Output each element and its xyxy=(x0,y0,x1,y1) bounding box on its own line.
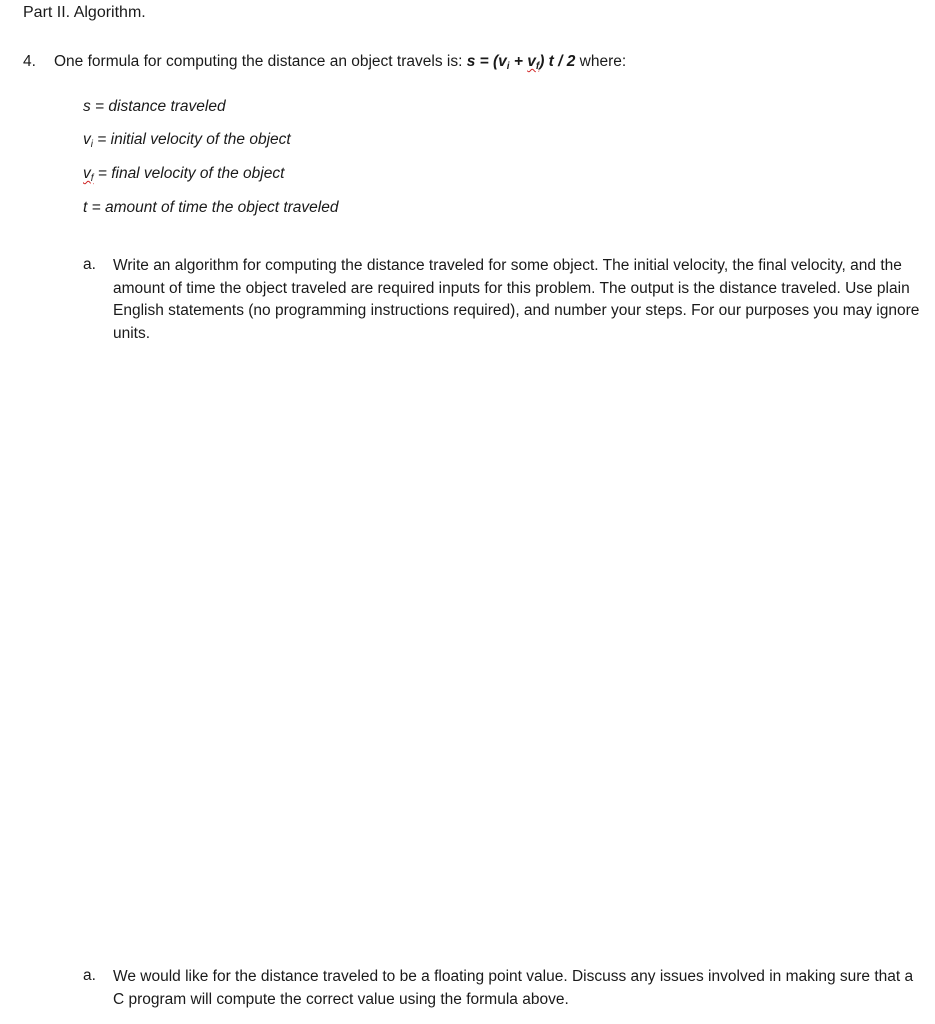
definition-s-symbol: s xyxy=(83,98,91,115)
part-b-text: We would like for the distance traveled to be a floating point value. Discuss any issues involved in making sure that a C program will compute the correct value using the formula above. xyxy=(113,968,914,1008)
question-text xyxy=(54,53,626,72)
formula-rhs: ) t / 2 xyxy=(539,53,576,70)
formula-vf xyxy=(527,53,539,70)
formula-plus: + xyxy=(509,53,528,70)
definition-vf-symbol: v xyxy=(83,165,91,182)
definition-vf-text: = final velocity of the object xyxy=(93,165,285,182)
question-number: 4. xyxy=(23,53,36,70)
formula-lhs: s = (v xyxy=(466,53,507,70)
definition-vf xyxy=(83,165,284,184)
question-suffix: where: xyxy=(579,53,627,70)
definition-vf-symbol-group xyxy=(83,165,94,182)
formula-vf-subscript: f xyxy=(535,61,540,72)
definition-vi-symbol: v xyxy=(83,131,91,148)
definition-vi xyxy=(83,131,291,150)
formula-vf-symbol: v xyxy=(527,53,536,70)
definition-vi-text: = initial velocity of the object xyxy=(92,131,291,148)
definition-t-text: = amount of time the object traveled xyxy=(87,199,339,216)
definition-s xyxy=(83,98,226,116)
part-b-letter: a. xyxy=(83,967,96,984)
definition-s-text: = distance traveled xyxy=(90,98,226,115)
definition-t xyxy=(83,199,338,217)
question-intro: One formula for computing the distance an object travels is: xyxy=(54,53,463,70)
formula-vi-subscript: i xyxy=(506,61,510,72)
page-heading: Part II. Algorithm. xyxy=(23,4,146,21)
definition-vf-subscript: f xyxy=(90,173,94,184)
part-a-letter: a. xyxy=(83,256,96,273)
definition-vi-subscript: i xyxy=(90,139,93,150)
part-a-text: Write an algorithm for computing the distance traveled for some object. The initial velocity, the final velocity, and the amount of time the object traveled are required inputs for this problem. The output is the distance traveled. Use plain English statements (no programming instructions required), and number your steps. For our purposes you may ignore units. xyxy=(113,257,920,342)
definition-t-symbol: t xyxy=(83,199,88,216)
distance-formula xyxy=(467,53,576,70)
